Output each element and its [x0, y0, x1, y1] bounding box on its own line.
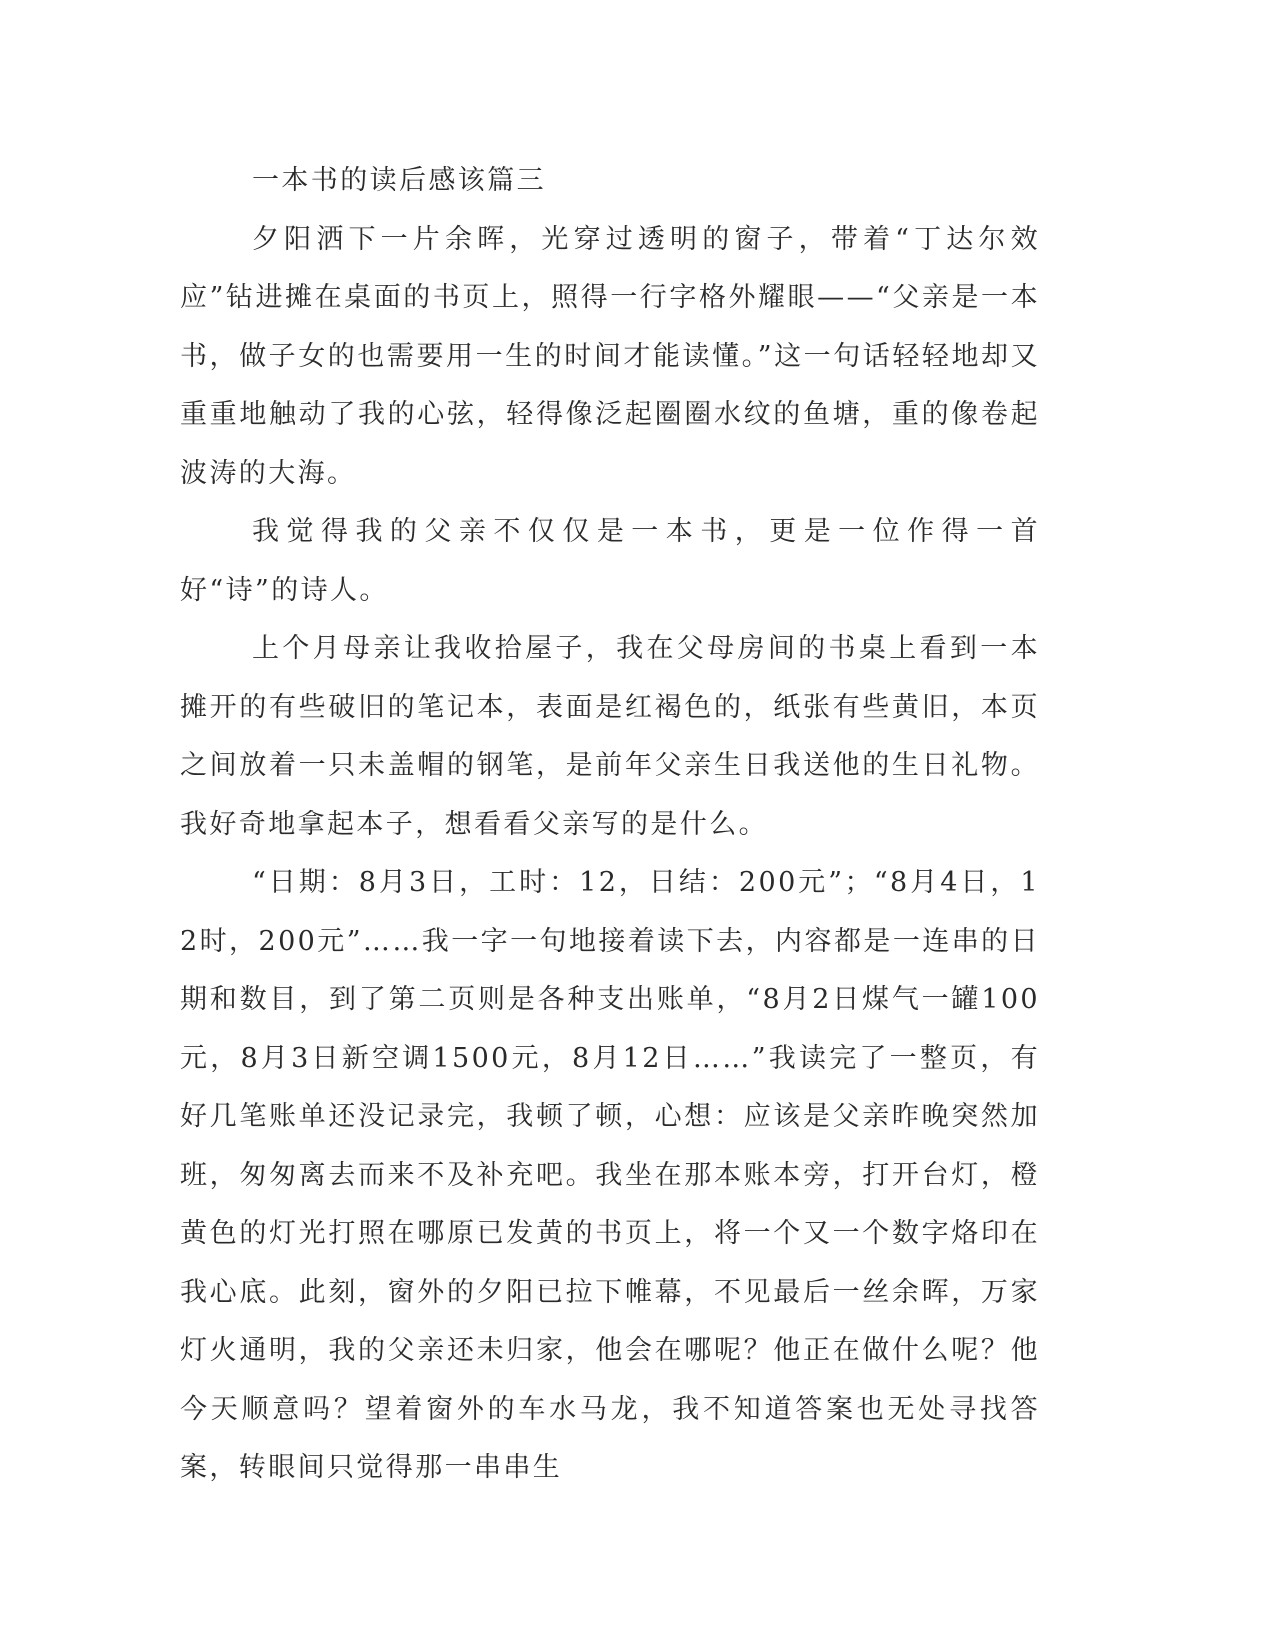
paragraph-4: “日期：8月3日，工时：12，日结：200元”；“8月4日，12时，200元”……我一字一句地接着读下去，内容都是一连串的日期和数目，到了第二页则是各种支出账单，“8月2日煤气一罐100元，8月3日新空调1500元，8月12日……”我读完了一整页，有好几笔账单还没记录完，我顿了顿，心想：应该是父亲昨晚突然加班，匆匆离去而来不及补充吧。我坐在那本账本旁，打开台灯，橙黄色的灯光打照在哪原已发黄的书页上，将一个又一个数字烙印在我心底。此刻，窗外的夕阳已拉下帷幕，不见最后一丝余晖，万家灯火通明，我的父亲还未归家，他会在哪呢？他正在做什么呢？他今天顺意吗？望着窗外的车水马龙，我不知道答案也无处寻找答案，转眼间只觉得那一串串生: [180, 867, 1040, 1483]
paragraph-1: 夕阳洒下一片余晖，光穿过透明的窗子，带着“丁达尔效应”钻进摊在桌面的书页上，照得一行字格外耀眼——“父亲是一本书，做子女的也需要用一生的时间才能读懂。”这一句话轻轻地却又重重地触动了我的心弦，轻得像泛起圈圈水纹的鱼塘，重的像卷起波涛的大海。: [180, 223, 1040, 489]
article-body: [180, 152, 1040, 1498]
paragraph-3: 上个月母亲让我收拾屋子，我在父母房间的书桌上看到一本摊开的有些破旧的笔记本，表面是红褐色的，纸张有些黄旧，本页之间放着一只未盖帽的钢笔，是前年父亲生日我送他的生日礼物。我好奇地拿起本子，想看看父亲写的是什么。: [180, 633, 1040, 840]
paragraph-2: 我觉得我的父亲不仅仅是一本书，更是一位作得一首好“诗”的诗人。: [180, 516, 1040, 606]
article-title: 一本书的读后感该篇三: [252, 165, 546, 196]
